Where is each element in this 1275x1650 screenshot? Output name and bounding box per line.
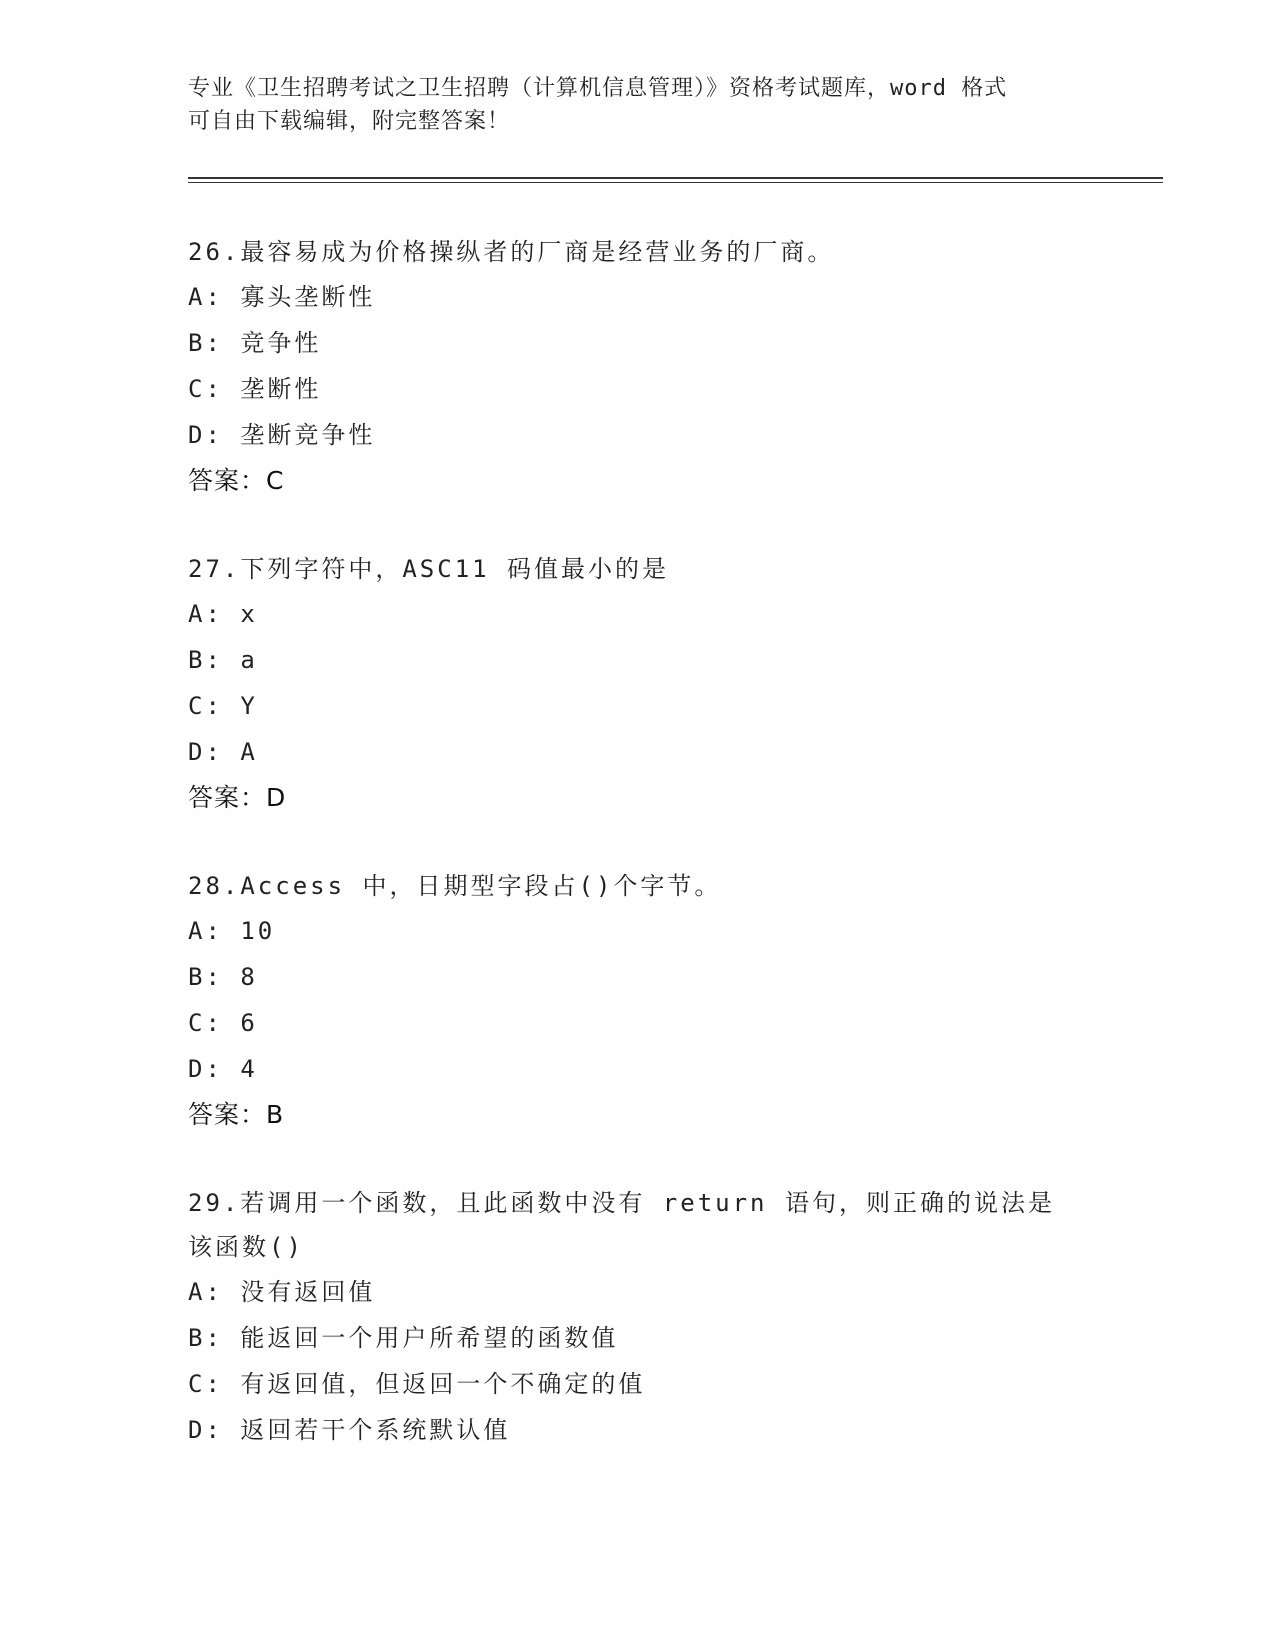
option-d: D: A [188,738,258,766]
option-a: A: 没有返回值 [188,1278,376,1306]
option-b: B: a [188,646,258,674]
question-stem: 26.最容易成为价格操纵者的厂商是经营业务的厂商。 [188,238,835,266]
question-stem-line-1: 29.若调用一个函数，且此函数中没有 return 语句，则正确的说法是 [188,1189,1055,1217]
option-c: C: Y [188,692,258,720]
option-d: D: 4 [188,1055,258,1083]
option-c: C: 垄断性 [188,375,322,403]
intro-line-1: 专业《卫生招聘考试之卫生招聘（计算机信息管理）》资格考试题库，word 格式 [188,76,1008,101]
answer: 答案：D [188,783,287,812]
answer: 答案：C [188,466,285,495]
answer: 答案：B [188,1100,285,1129]
option-a: A: x [188,600,258,628]
question-stem: 28.Access 中，日期型字段占()个字节。 [188,872,722,900]
option-b: B: 竞争性 [188,329,322,357]
option-c: C: 有返回值，但返回一个不确定的值 [188,1370,646,1398]
question-27 [188,547,1088,821]
option-c: C: 6 [188,1009,258,1037]
document-intro [188,72,1088,138]
option-b: B: 8 [188,963,258,991]
option-a: A: 寡头垄断性 [188,283,376,311]
question-28 [188,864,1088,1138]
question-29 [188,1181,1088,1453]
question-stem-line-2: 该函数() [188,1233,304,1261]
option-d: D: 返回若干个系统默认值 [188,1416,511,1444]
question-26 [188,230,1088,504]
option-b: B: 能返回一个用户所希望的函数值 [188,1324,619,1352]
header-divider [188,177,1163,183]
question-stem: 27.下列字符中，ASC11 码值最小的是 [188,555,670,583]
option-a: A: 10 [188,917,276,945]
option-d: D: 垄断竞争性 [188,421,376,449]
intro-line-2: 可自由下载编辑，附完整答案！ [188,109,511,134]
